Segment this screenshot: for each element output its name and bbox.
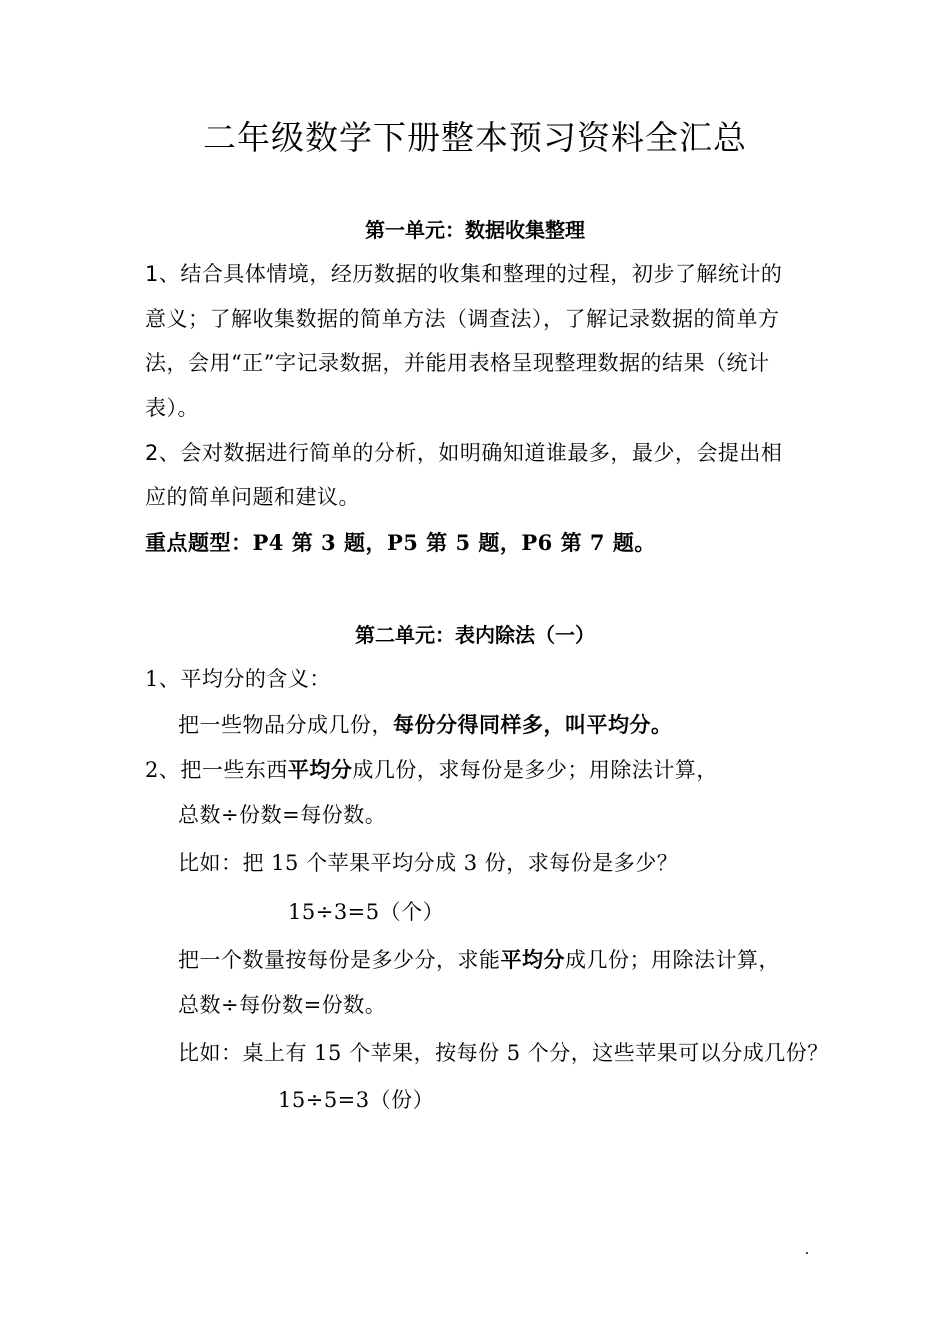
unit2-item1: 1、平均分的含义： <box>145 667 331 691</box>
item2-emphasis: 平均分 <box>287 757 353 782</box>
document-title: 二年级数学下册整本预习资料全汇总 <box>203 118 747 157</box>
unit1-item1-line1 <box>145 258 782 288</box>
item3-text-a: 把一个数量按每份是多少分，求能 <box>178 948 501 972</box>
unit1-item2-text: 、会对数据进行简单的分析，如明确知道谁最多，最少，会提出相 <box>158 441 783 465</box>
page-mark <box>806 1252 808 1254</box>
unit1-item1-text: 、结合具体情境，经历数据的收集和整理的过程，初步了解统计的 <box>158 262 783 286</box>
item3-text-c: 成几份；用除法计算， <box>565 948 780 972</box>
unit1-item2-line1 <box>145 437 782 467</box>
unit1-item1-line3: 法，会用“正”字记录数据，并能用表格呈现整理数据的结果（统计 <box>145 351 770 375</box>
unit2-equation2: 15÷5=3（份） <box>278 1088 435 1112</box>
unit1-item2-line2: 应的简单问题和建议。 <box>145 485 360 509</box>
unit2-heading: 第二单元：表内除法（一） <box>355 623 595 647</box>
unit1-item1-line2: 意义；了解收集数据的简单方法（调查法），了解记录数据的简单方 <box>145 307 780 331</box>
unit2-formula1: 总数÷份数=每份数。 <box>178 803 387 827</box>
definition-emphasis: 每份分得同样多，叫平均分。 <box>393 712 673 737</box>
unit2-equation1: 15÷3=5（个） <box>288 900 445 924</box>
unit1-heading: 第一单元：数据收集整理 <box>365 218 585 242</box>
unit2-example1: 比如：把 15 个苹果平均分成 3 份，求每份是多少？ <box>178 851 679 875</box>
item3-emphasis: 平均分 <box>500 947 565 972</box>
unit2-example2: 比如：桌上有 15 个苹果，按每份 5 个分，这些苹果可以分成几份？ <box>178 1041 829 1065</box>
unit2-item1-definition <box>178 709 673 739</box>
unit2-item3 <box>178 944 780 974</box>
item2-text-a: 2、把一些东西 <box>145 758 288 782</box>
definition-text: 把一些物品分成几份， <box>178 713 393 737</box>
unit2-formula2: 总数÷每份数=份数。 <box>178 993 387 1017</box>
unit1-item1-number: 1 <box>145 262 159 286</box>
unit1-item2-number: 2 <box>145 441 159 465</box>
item2-text-c: 成几份，求每份是多少；用除法计算， <box>352 758 718 782</box>
unit1-item1-line4: 表）。 <box>145 396 199 420</box>
unit1-key-types: 重点题型：P4 第 3 题，P5 第 5 题，P6 第 7 题。 <box>145 530 656 555</box>
unit2-item2 <box>145 754 718 784</box>
